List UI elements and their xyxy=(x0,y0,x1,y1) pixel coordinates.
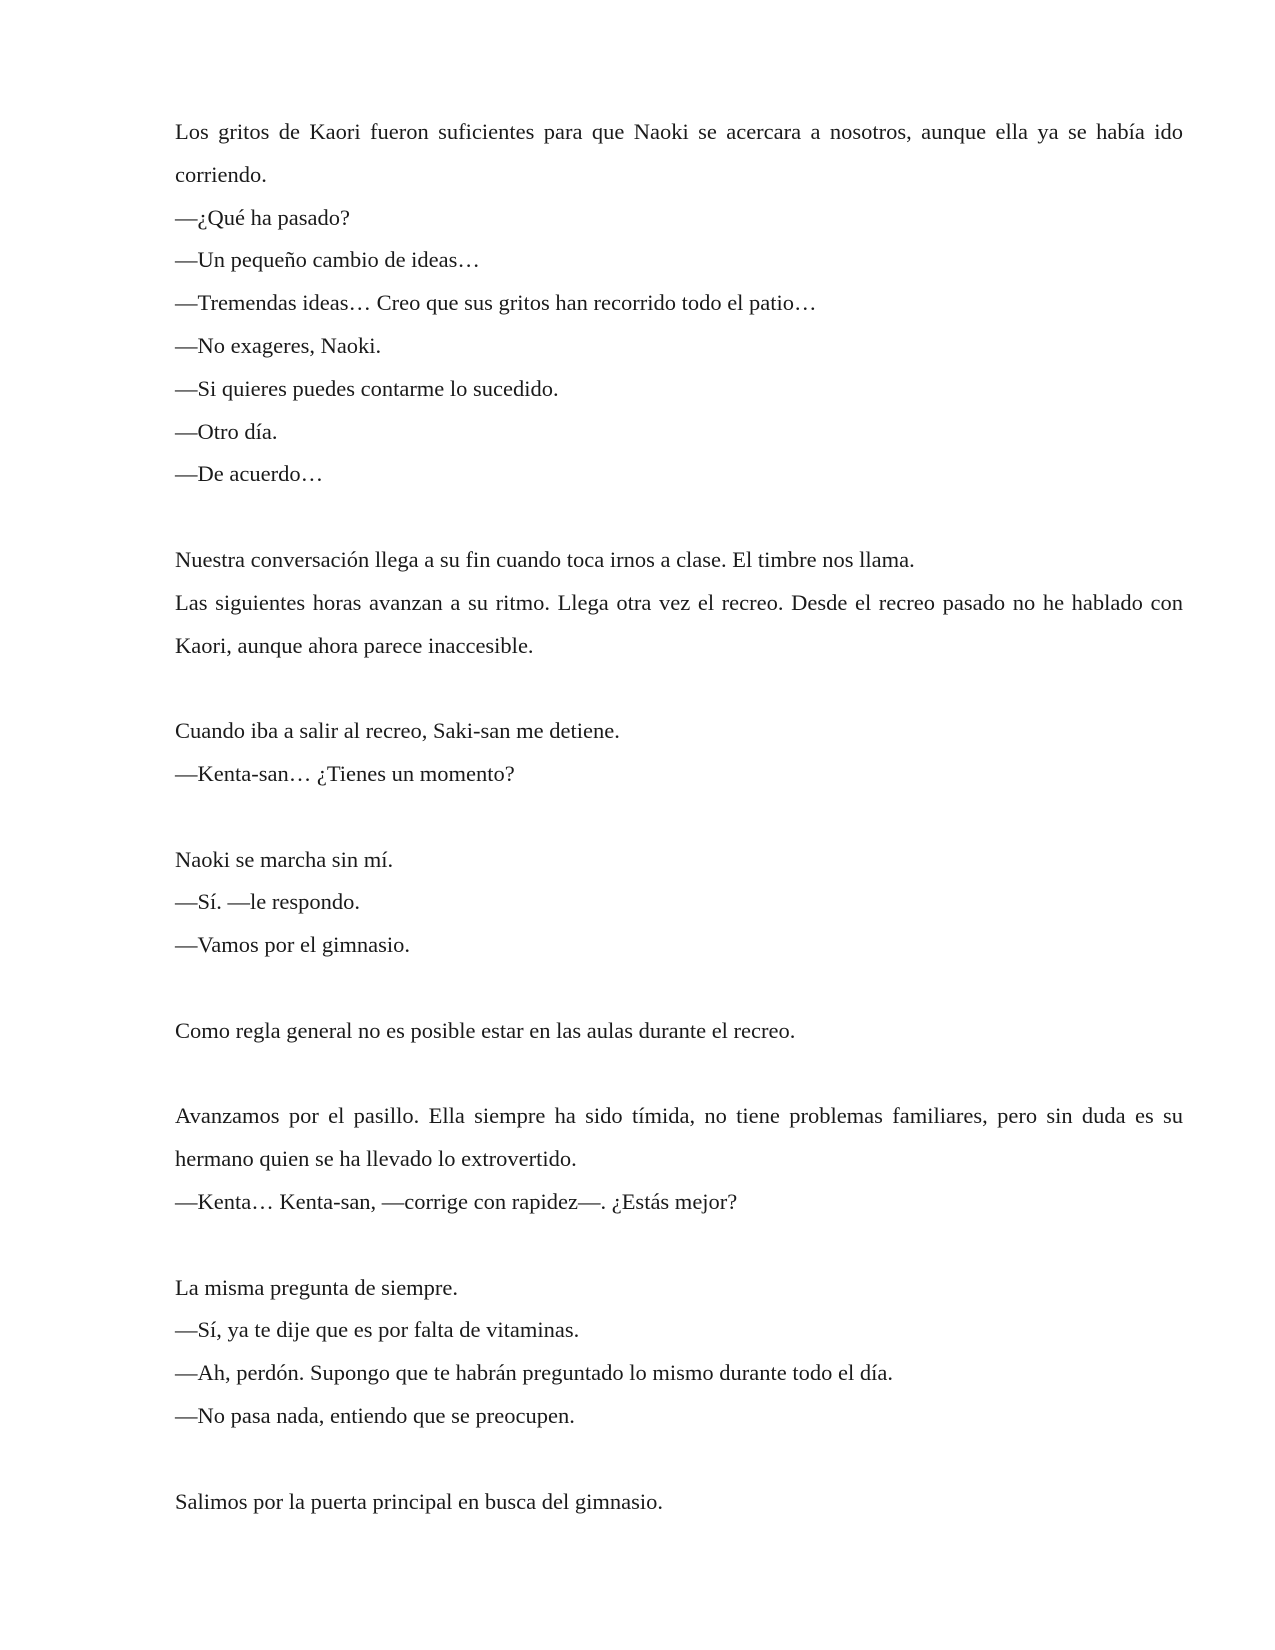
paragraph: La misma pregunta de siempre. xyxy=(175,1274,459,1300)
paragraph: Salimos por la puerta principal en busca del gimnasio. xyxy=(175,1488,664,1514)
paragraph: Cuando iba a salir al recreo, Saki-san me detiene. xyxy=(175,718,620,744)
blank-line xyxy=(175,496,1183,539)
dialogue-line: —Un pequeño cambio de ideas… xyxy=(175,247,480,273)
dialogue-line: —Tremendas ideas… Creo que sus gritos han recorrido todo el patio… xyxy=(175,290,817,316)
dialogue-line: —De acuerdo… xyxy=(175,461,324,487)
blank-line xyxy=(175,1224,1183,1267)
dialogue-line: —Sí. —le respondo. xyxy=(175,889,360,915)
blank-line xyxy=(175,967,1183,1010)
blank-line xyxy=(175,1053,1183,1096)
paragraph: Avanzamos por el pasillo. Ella siempre ha sido tímida, no tiene problemas familiares, pero sin duda es su hermano quien se ha llevado lo extrovertido. xyxy=(175,1103,1183,1172)
dialogue-line: —Vamos por el gimnasio. xyxy=(175,932,410,958)
dialogue-line: —Kenta… Kenta-san, —corrige con rapidez—. ¿Estás mejor? xyxy=(175,1188,738,1214)
dialogue-line: —Si quieres puedes contarme lo sucedido. xyxy=(175,375,559,401)
document-body xyxy=(175,111,1183,1523)
dialogue-line: —Ah, perdón. Supongo que te habrán preguntado lo mismo durante todo el día. xyxy=(175,1360,893,1386)
dialogue-line: —Sí, ya te dije que es por falta de vitaminas. xyxy=(175,1317,580,1343)
dialogue-line: —No exageres, Naoki. xyxy=(175,332,382,358)
blank-line xyxy=(175,1438,1183,1481)
dialogue-line: —Otro día. xyxy=(175,418,278,444)
dialogue-line: —Kenta-san… ¿Tienes un momento? xyxy=(175,760,515,786)
dialogue-line: —¿Qué ha pasado? xyxy=(175,204,350,230)
paragraph: Nuestra conversación llega a su fin cuando toca irnos a clase. El timbre nos llama. xyxy=(175,546,915,572)
dialogue-line: —No pasa nada, entiendo que se preocupen. xyxy=(175,1402,575,1428)
paragraph: Las siguientes horas avanzan a su ritmo. Llega otra vez el recreo. Desde el recreo pasado no he hablado con Kaori, aunque ahora parece inaccesible. xyxy=(175,589,1183,658)
paragraph: Naoki se marcha sin mí. xyxy=(175,846,394,872)
paragraph: Los gritos de Kaori fueron suficientes para que Naoki se acercara a nosotros, aunque ella ya se había ido corriendo. xyxy=(175,119,1183,187)
blank-line xyxy=(175,667,1183,710)
blank-line xyxy=(175,796,1183,839)
paragraph: Como regla general no es posible estar en las aulas durante el recreo. xyxy=(175,1017,796,1043)
